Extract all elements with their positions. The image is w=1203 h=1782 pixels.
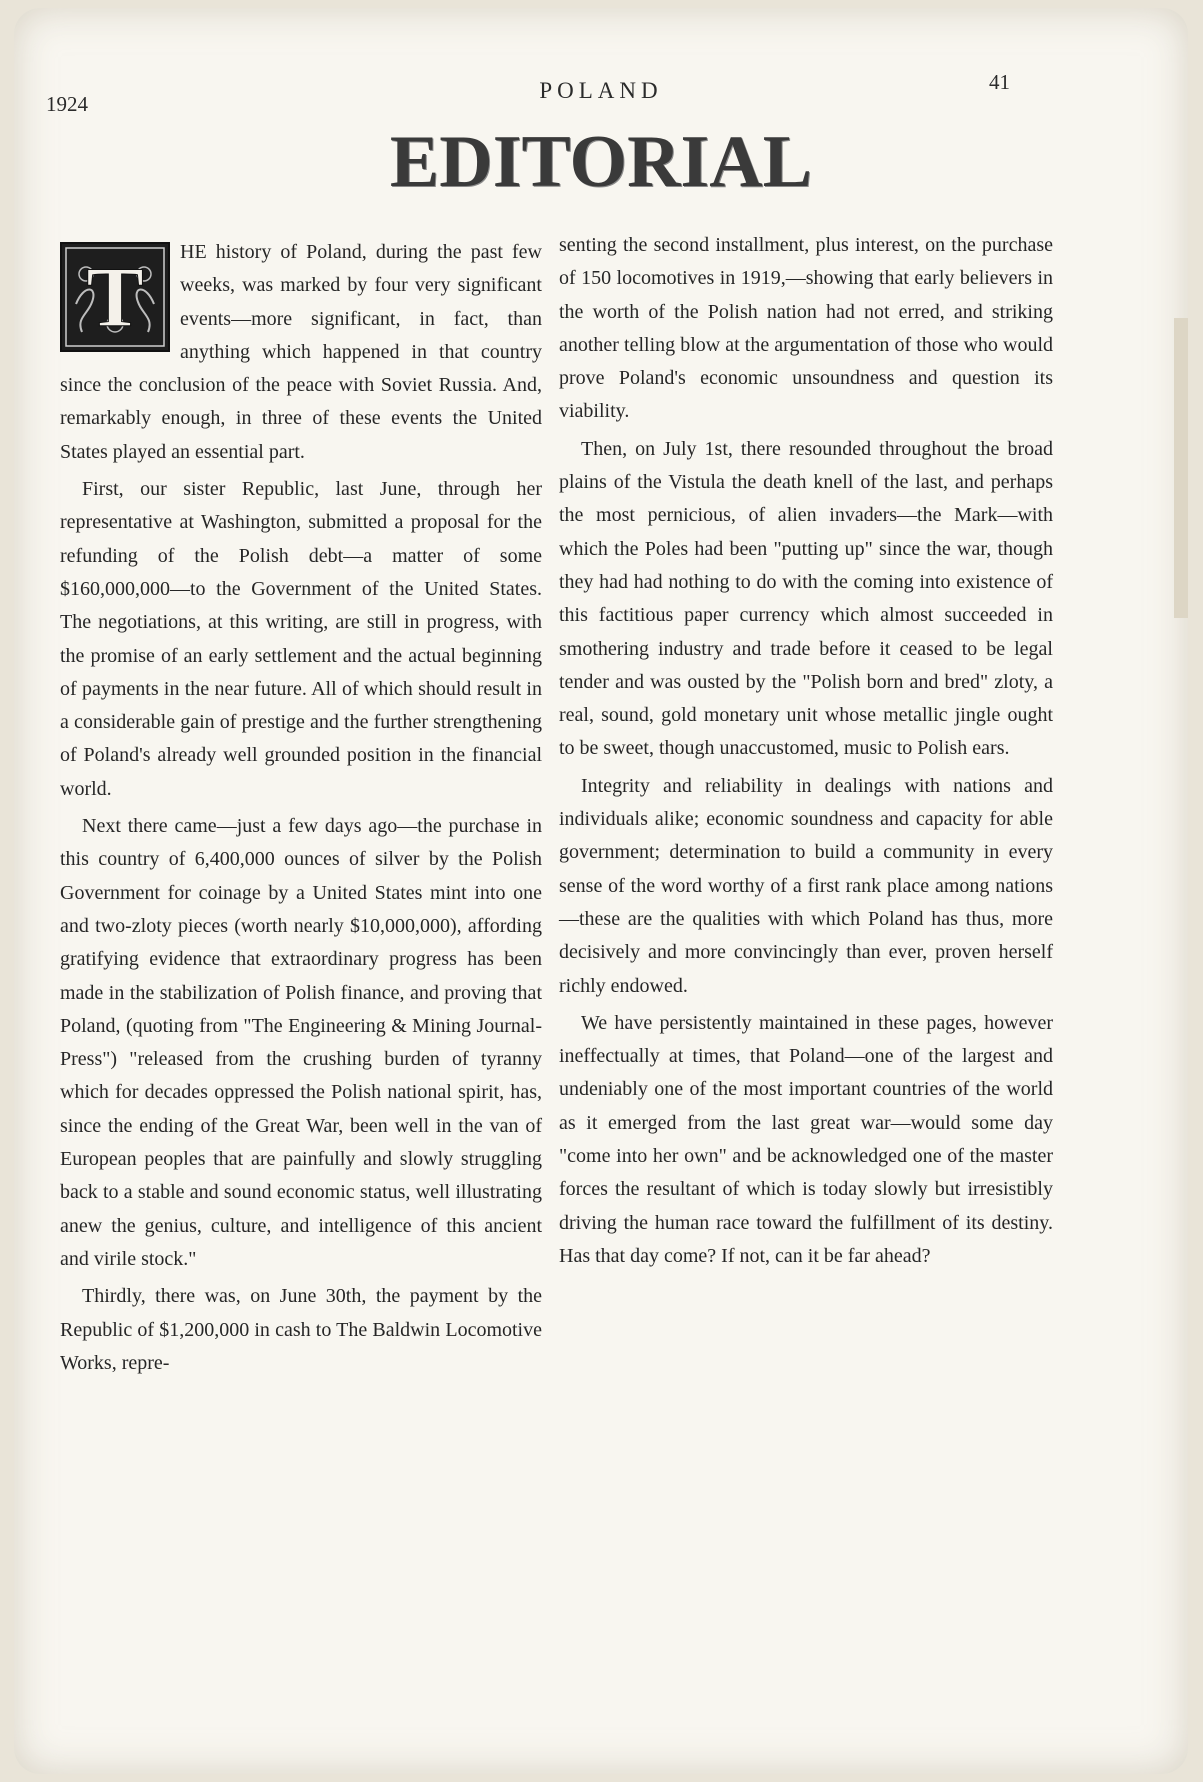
header-section: POLAND (539, 78, 663, 103)
ornamental-dropcap (60, 242, 170, 352)
header-year: 1924 (46, 92, 88, 116)
left-paragraph-2: First, our sister Republic, last June, through her representative at Washington, submitted a proposal for the refunding of the Polish debt—a matter of some $160,000,000—to the Government of the United States. The negotiations, at this writing, are still in progress, with the promise of an early settlement and the actual beginning of payments in the near future. All of which should result in a considerable gain of prestige and the further strengthening of Poland's already well grounded position in the financial world. (60, 478, 542, 800)
right-paragraph-1: senting the second installment, plus interest, on the purchase of 150 locomotives in 1919,—showing that early believers in the worth of the Polish nation had not erred, and striking another telling blow at the argumentation of those who would prove Poland's economic unsoundness and question its viability. (559, 234, 1053, 423)
left-paragraph-3: Next there came—just a few days ago—the purchase in this country of 6,400,000 ounces of silver by the Polish Government for coinage by a United States mint into one and two-zloty pieces (worth nearly $10,000,000), affording gratifying evidence that extraordinary progress has been made in the stabilization of Polish finance, and proving that Poland, (quoting from "The Engineering & Mining Journal-Press") "released from the crushing burden of tyranny which for decades oppressed the Polish national spirit, has, since the ending of the Great War, been well in the van of European peoples that are painfully and slowly struggling back to a stable and sound economic status, well illustrating anew the genius, culture, and intelligence of this ancient and virile stock." (60, 815, 542, 1270)
magazine-page (14, 8, 1188, 1774)
page-title: EDITORIAL (389, 121, 813, 203)
header-page-number: 41 (989, 70, 1010, 94)
left-paragraph-4: Thirdly, there was, on June 30th, the payment by the Republic of $1,200,000 in cash to The Baldwin Locomotive Works, repre- (60, 1285, 542, 1374)
dropcap-letter: T (86, 249, 144, 345)
page-edge-shadow (1174, 318, 1188, 618)
right-paragraph-4: We have persistently maintained in these pages, however ineffectually at times, that Poland—one of the largest and undeniably one of the most important countries of the world as it emerged from the last great war—would some day "come into her own" and be acknowledged one of the master forces the resultant of which is today slowly but irresistibly driving the human race toward the fulfillment of its destiny. Has that day come? If not, can it be far ahead? (559, 1011, 1053, 1267)
left-paragraph-1 (60, 236, 542, 469)
right-paragraph-3: Integrity and reliability in dealings with nations and individuals alike; economic soundness and capacity for able government; determination to build a community in every sense of the word worthy of a first rank place among nations—these are the qualities with which Poland has thus, more decisively and more convincingly than ever, proven herself richly endowed. (559, 774, 1053, 997)
left-column (60, 236, 542, 1384)
right-paragraph-2: Then, on July 1st, there resounded throughout the broad plains of the Vistula the death knell of the last, and perhaps the most pernicious, of alien invaders—the Mark—with which the Poles had been "putting up" since the war, though they had had nothing to do with the coming into existence of this factitious paper currency which almost succeeded in smothering industry and trade before it ceased to be legal tender and was ousted by the "Polish born and bred" zloty, a real, sound, gold monetary unit whose metallic jingle ought to be sweet, though unaccustomed, music to Polish ears. (559, 437, 1053, 760)
ornament-t-icon (62, 244, 168, 350)
right-column (559, 229, 1053, 1277)
left-paragraph-1-text: HE history of Poland, during the past few weeks, was marked by four very significant events—more significant, in fact, than anything which happened in that country since the conclusion of the peace with Soviet Russia. And, remarkably enough, in three of these events the United States played an essential part. (60, 241, 542, 463)
